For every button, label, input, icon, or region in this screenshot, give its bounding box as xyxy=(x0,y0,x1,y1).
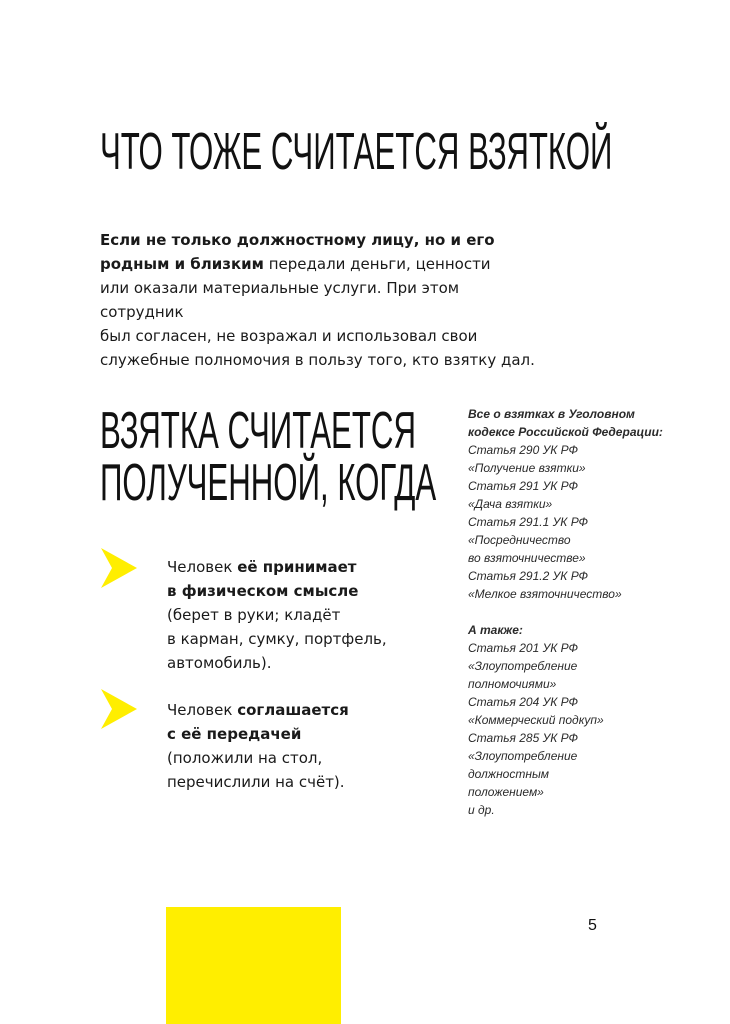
page-number: 5 xyxy=(588,917,597,934)
section-title-bribe-received xyxy=(100,402,437,512)
intro-paragraph xyxy=(100,228,540,372)
item-lead: Человек xyxy=(167,558,238,576)
list-item xyxy=(167,555,407,675)
list-item xyxy=(167,698,407,794)
item-bold-1: её принимает xyxy=(237,558,357,576)
intro-line-3: или оказали материальные услуги. При этом сотрудник xyxy=(100,279,460,321)
intro-bold-2: родным и близким xyxy=(100,255,264,273)
sidebar-also-line: Статья 201 УК РФ xyxy=(468,641,579,655)
sidebar-also-line: «Коммерческий подкуп» xyxy=(468,713,604,727)
intro-line-5: служебные полномочия в пользу того, кто взятку дал. xyxy=(100,351,535,369)
sidebar-also-line: Статья 285 УК РФ xyxy=(468,731,579,745)
sidebar-heading-line: Все о взятках в Уголовном xyxy=(468,407,635,421)
sidebar-line: Статья 290 УК РФ xyxy=(468,443,579,457)
sidebar-line: Статья 291 УК РФ xyxy=(468,479,579,493)
sidebar-also-line: и др. xyxy=(468,803,495,817)
title2-line-1: ВЗЯТКА СЧИТАЕТСЯ xyxy=(100,402,416,460)
title2-line-2: ПОЛУЧЕННОЙ, КОГДА xyxy=(100,454,437,512)
item-bold-1: соглашается xyxy=(237,701,349,719)
criminal-code-sidebar xyxy=(468,405,708,819)
sidebar-line: во взяточничестве» xyxy=(468,551,586,565)
section-title-also-bribe: ЧТО ТОЖЕ СЧИТАЕТСЯ ВЗЯТКОЙ xyxy=(100,123,613,181)
item-line-3: (положили на стол, xyxy=(167,749,323,767)
item-line-3: (берет в руки; кладёт xyxy=(167,606,341,624)
sidebar-also-line: полномочиями» xyxy=(468,677,557,691)
sidebar-line: «Мелкое взяточничество» xyxy=(468,587,622,601)
intro-line-4: был согласен, не возражал и использовал свои xyxy=(100,327,478,345)
item-bold-2: с её передачей xyxy=(167,725,302,743)
sidebar-line: «Дача взятки» xyxy=(468,497,553,511)
yellow-chevron-icon xyxy=(97,687,137,731)
intro-rest-1: передали деньги, ценности xyxy=(263,255,491,273)
item-bold-2: в физическом смысле xyxy=(167,582,359,600)
sidebar-line: Статья 291.2 УК РФ xyxy=(468,569,589,583)
sidebar-also-line: «Злоупотребление xyxy=(468,749,578,763)
item-line-5: автомобиль). xyxy=(167,654,272,672)
intro-bold-1: Если не только должностному лицу, но и его xyxy=(100,231,495,249)
sidebar-line: Статья 291.1 УК РФ xyxy=(468,515,589,529)
sidebar-line: «Посредничество xyxy=(468,533,571,547)
yellow-decorative-block xyxy=(166,907,341,1024)
item-line-4: в карман, сумку, портфель, xyxy=(167,630,387,648)
sidebar-also-heading: А также: xyxy=(468,623,523,637)
sidebar-also-line: «Злоупотребление xyxy=(468,659,578,673)
sidebar-heading-line: кодексе Российской Федерации: xyxy=(468,425,663,439)
yellow-chevron-icon xyxy=(97,546,137,590)
item-lead: Человек xyxy=(167,701,238,719)
sidebar-also-line: положением» xyxy=(468,785,544,799)
sidebar-also-line: Статья 204 УК РФ xyxy=(468,695,579,709)
sidebar-also-line: должностным xyxy=(468,767,549,781)
item-line-4: перечислили на счёт). xyxy=(167,773,345,791)
sidebar-line: «Получение взятки» xyxy=(468,461,586,475)
